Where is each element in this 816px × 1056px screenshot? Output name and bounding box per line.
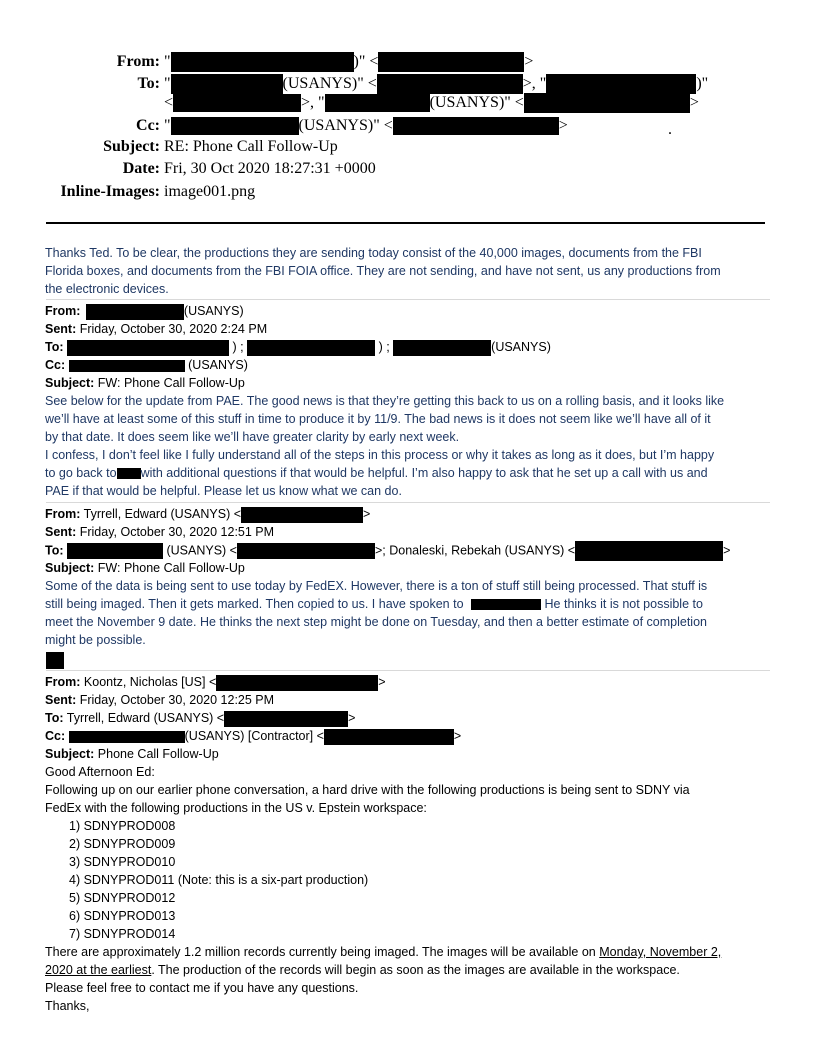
msg4-subject-label: Subject:: [45, 747, 95, 761]
msg3-to-row: [45, 541, 730, 561]
message-separator: [46, 502, 770, 503]
msg2-body-line: I confess, I don’t feel like I fully understand all of the steps in this process or why it takes as long as it does, but I’m happy: [45, 448, 715, 462]
msg3-subject-label: Subject:: [45, 561, 95, 575]
msg2-from-value: (USANYS): [183, 304, 244, 318]
msg3-sent-value: Friday, October 30, 2020 12:51 PM: [79, 525, 275, 539]
message-separator: [46, 670, 770, 671]
msg4-to-value: Tyrrell, Edward (USANYS) <: [66, 711, 225, 725]
redaction-box: [378, 52, 524, 72]
redaction-box: [471, 599, 541, 610]
redaction-box: [69, 731, 185, 743]
msg4-to-text: >: [348, 711, 356, 725]
msg4-cc-text: >: [453, 729, 462, 743]
redaction-box: [575, 541, 723, 561]
redaction-box: [241, 507, 363, 523]
header-to-text: <: [164, 94, 174, 111]
header-to-text: >: [689, 94, 699, 111]
msg3-to-text: >: [723, 543, 731, 558]
message-separator: [46, 299, 770, 300]
msg2-sent-value: Friday, October 30, 2020 2:24 PM: [79, 322, 268, 336]
msg4-sent-value: Friday, October 30, 2020 12:25 PM: [79, 693, 275, 707]
msg2-from-label: From:: [45, 304, 81, 318]
redaction-box: [524, 93, 690, 113]
msg4-from-row: [45, 673, 386, 691]
msg4-to-row: [45, 709, 355, 727]
header-to-text: )": [696, 75, 709, 92]
msg4-body-text: . The production of the records will begin as soon as the images are available in the workspace.: [151, 963, 680, 977]
reply-body-line: Florida boxes, and documents from the FBI FOIA office. They are not sending, and have not sent, us any productions from: [45, 264, 721, 278]
msg3-body-line: meet the November 9 date. He thinks the next step might be done on Tuesday, and then a better estimate of completion: [45, 615, 707, 629]
msg4-subject-value: Phone Call Follow-Up: [97, 747, 219, 761]
header-to-row: [0, 74, 708, 94]
redaction-box: [324, 729, 454, 745]
list-item: 6) SDNYPROD013: [69, 909, 176, 923]
msg4-subject-row: [45, 745, 219, 763]
header-date-value: Fri, 30 Oct 2020 18:27:31 +0000: [164, 160, 376, 177]
msg3-subject-row: [45, 559, 245, 577]
header-subject-row: [0, 137, 338, 157]
msg4-cc-value: (USANYS) [Contractor] <: [184, 729, 324, 743]
header-inline-images-value: image001.png: [164, 183, 256, 200]
redaction-box: [393, 340, 491, 356]
redaction-box: [393, 117, 559, 135]
msg4-body-line: Please feel free to contact me if you have any questions.: [45, 981, 359, 995]
header-cc-text: (USANYS)" <: [298, 117, 393, 134]
header-cc-text: >: [558, 117, 568, 134]
header-to-text: >, ": [301, 94, 325, 111]
list-item: 7) SDNYPROD014: [69, 927, 176, 941]
header-subject-label: Subject:: [103, 138, 160, 155]
redaction-box: [171, 52, 354, 72]
msg2-subject-label: Subject:: [45, 376, 95, 390]
msg2-subject-row: [45, 374, 245, 392]
header-from-row: [0, 52, 533, 72]
header-from-text: >: [524, 53, 534, 70]
list-item: 2) SDNYPROD009: [69, 837, 176, 851]
msg3-subject-value: FW: Phone Call Follow-Up: [97, 561, 245, 575]
redaction-box: [171, 74, 283, 94]
redaction-box: [67, 543, 163, 559]
redaction-box: [67, 340, 229, 356]
msg2-subject-value: FW: Phone Call Follow-Up: [97, 376, 245, 390]
msg2-cc-value: (USANYS): [188, 358, 248, 372]
msg2-sent-row: [45, 320, 267, 338]
msg4-sent-row: [45, 691, 274, 709]
msg3-sent-row: [45, 523, 274, 541]
redaction-box: [377, 74, 523, 94]
msg4-from-text: >: [378, 675, 386, 689]
msg3-body-line: Some of the data is being sent to use today by FedEX. However, there is a ton of stuff still being processed. That stuff is: [45, 579, 708, 593]
msg2-cc-label: Cc:: [45, 358, 66, 372]
redaction-box: [247, 340, 375, 356]
msg3-sent-label: Sent:: [45, 525, 77, 539]
header-subject-value: RE: Phone Call Follow-Up: [164, 138, 338, 155]
msg3-body-text: He thinks it is not possible to: [544, 597, 703, 611]
msg4-greeting: Good Afternoon Ed:: [45, 765, 155, 779]
redaction-box: [325, 94, 430, 112]
redaction-box: [117, 468, 141, 479]
reply-body-line: Thanks Ted. To be clear, the productions they are sending today consist of the 40,000 images, documents from the FBI: [45, 246, 702, 260]
msg4-body-underlined: Monday, November 2,: [599, 945, 722, 959]
header-from-text: )" <: [353, 53, 379, 70]
reply-body-line: the electronic devices.: [45, 282, 169, 296]
msg4-from-label: From:: [45, 675, 81, 689]
msg3-body-text: still being imaged. Then it gets marked. Then copied to us. I have spoken to: [45, 597, 464, 611]
header-cc-dot: .: [668, 121, 672, 138]
list-item: 5) SDNYPROD012: [69, 891, 176, 905]
header-cc-text: ": [164, 117, 171, 134]
redacted-image: [46, 652, 64, 669]
msg4-body-text: There are approximately 1.2 million records currently being imaged. The images will be available on: [45, 945, 600, 959]
msg3-body-line: [45, 595, 703, 613]
list-item: 3) SDNYPROD010: [69, 855, 176, 869]
redaction-box: [86, 304, 184, 320]
msg4-cc-label: Cc:: [45, 729, 66, 743]
header-cc-row: [0, 116, 568, 136]
header-date-row: [0, 159, 376, 179]
msg2-to-text: (USANYS): [491, 340, 551, 354]
msg2-body-line: See below for the update from PAE. The good news is that they’re getting this back to us on a rolling basis, and it looks like: [45, 394, 725, 408]
msg4-body-line: [45, 961, 680, 979]
msg3-to-text: >; Donaleski, Rebekah (USANYS) <: [375, 543, 576, 558]
msg2-to-text: ) ;: [232, 340, 244, 354]
redaction-box: [173, 94, 301, 112]
msg3-from-value: Tyrrell, Edward (USANYS) <: [83, 507, 242, 521]
header-to-label: To:: [137, 75, 160, 92]
msg2-body-line: PAE if that would be helpful. Please let us know what we can do.: [45, 484, 402, 498]
msg4-body-underlined: 2020 at the earliest: [45, 963, 152, 977]
redaction-box: [237, 543, 375, 559]
msg2-body-line: [45, 464, 708, 482]
msg3-from-text: >: [363, 507, 371, 521]
msg3-to-label: To:: [45, 543, 64, 558]
redaction-box: [69, 360, 185, 372]
msg3-body-line: might be possible.: [45, 633, 146, 647]
msg4-sent-label: Sent:: [45, 693, 77, 707]
header-inline-images-row: [0, 182, 255, 202]
msg4-to-label: To:: [45, 711, 64, 725]
msg2-cc-row: [45, 356, 248, 374]
list-item: 4) SDNYPROD011 (Note: this is a six-part production): [69, 873, 369, 887]
header-to-text: ": [164, 75, 171, 92]
redaction-box: [171, 117, 299, 135]
redaction-box: [216, 675, 378, 691]
header-from-text: ": [164, 53, 171, 70]
msg2-to-row: [45, 338, 551, 356]
msg3-to-text: (USANYS) <: [166, 543, 237, 558]
msg2-from-row: [45, 302, 244, 320]
header-from-label: From:: [116, 53, 160, 70]
header-to-text: (USANYS)" <: [429, 94, 524, 111]
msg4-closing: Thanks,: [45, 999, 90, 1013]
msg4-body-line: FedEx with the following productions in the US v. Epstein workspace:: [45, 801, 427, 815]
msg2-body-line: by that date. It does seem like we’ll have greater clarity by early next week.: [45, 430, 460, 444]
msg3-from-row: [45, 505, 370, 523]
header-to-row-2: [164, 93, 699, 113]
header-date-label: Date:: [122, 160, 160, 177]
msg2-body-text: to go back to: [45, 466, 117, 480]
redaction-box: [546, 74, 696, 94]
msg2-body-text: with additional questions if that would be helpful. I’m also happy to ask that he set up a call with us and: [140, 466, 708, 480]
msg4-from-value: Koontz, Nicholas [US] <: [83, 675, 217, 689]
msg4-cc-row: [45, 727, 461, 745]
msg2-to-text: ) ;: [378, 340, 390, 354]
msg3-from-label: From:: [45, 507, 81, 521]
msg4-body-line: Following up on our earlier phone conversation, a hard drive with the following productions is being sent to SDNY via: [45, 783, 690, 797]
list-item: 1) SDNYPROD008: [69, 819, 176, 833]
msg2-to-label: To:: [45, 340, 64, 354]
msg2-body-line: we’ll have at least some of this stuff in time to produce it by 11/9. The bad news is it does not seem like we’ll have all of it: [45, 412, 711, 426]
redaction-box: [224, 711, 348, 727]
header-cc-label: Cc:: [136, 117, 160, 134]
header-to-text: >, ": [522, 75, 547, 92]
msg4-body-line: [45, 943, 721, 961]
header-inline-images-label: Inline-Images:: [60, 183, 160, 200]
header-divider: [46, 222, 765, 224]
header-to-text: (USANYS)" <: [282, 75, 377, 92]
msg2-sent-label: Sent:: [45, 322, 77, 336]
